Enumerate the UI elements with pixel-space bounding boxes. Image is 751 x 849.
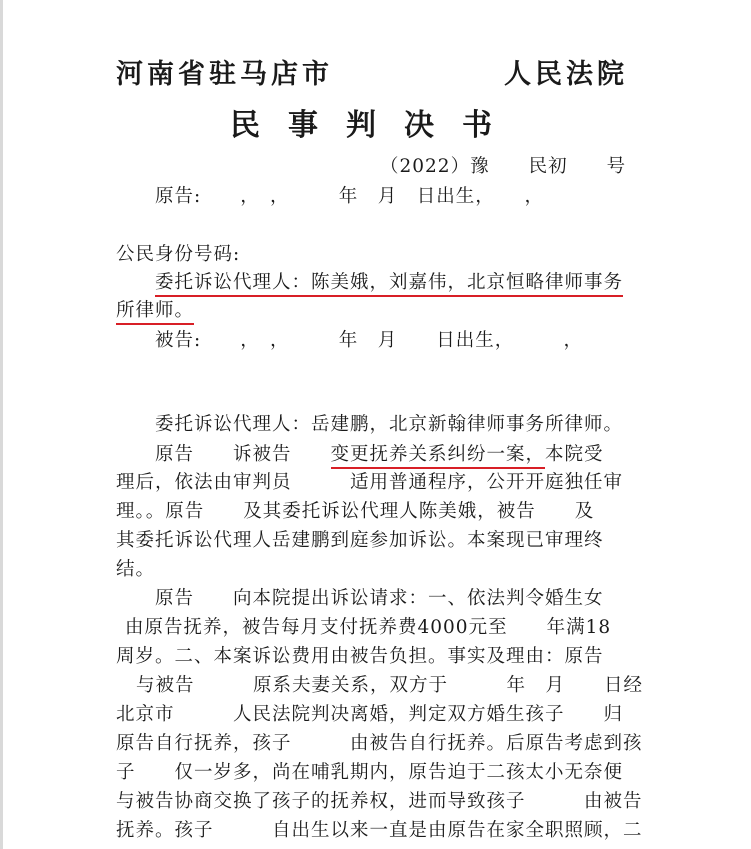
facts-line-6: 抚养。孩子 自出生以来一直是由原告在家全职照顾，二 — [116, 820, 643, 841]
defendant-agent-line: 委托诉讼代理人：岳建鹏，北京新翰律师事务所律师。 — [155, 414, 624, 435]
plaintiff-agent-line — [155, 268, 623, 294]
court-name-right: 人民法院 — [504, 59, 628, 90]
agent-underline-2: 所律师。 — [116, 300, 194, 325]
case-number: （2022）豫 民初 号 — [380, 156, 627, 177]
body-line-3: 其委托诉讼代理人岳建鹏到庭参加诉讼。本案现已审理终 — [116, 530, 604, 551]
facts-line-3: 原告自行抚养，孩子 由被告自行抚养。后原告考虑到孩 — [116, 733, 643, 754]
agent-underline: 委托诉讼代理人：陈美娥，刘嘉伟，北京恒略律师事务 — [155, 272, 623, 297]
document-title: 民事判决书 — [230, 108, 520, 143]
facts-line-2: 北京市 人民法院判决离婚，判定双方婚生孩子 归 — [116, 704, 624, 725]
claims-line-2: 由原告抚养，被告每月支付抚养费4000元至 年满18 — [125, 617, 612, 638]
id-number-label: 公民身份号码: — [116, 244, 241, 265]
body-line-4: 结。 — [116, 559, 156, 580]
case-intro-post: 本院受 — [545, 444, 604, 465]
claims-line-1: 原告 向本院提出诉讼请求：一、依法判令婚生女 — [155, 588, 604, 609]
facts-line-1: 与被告 原系夫妻关系，双方于 年 月 日经 — [136, 675, 644, 696]
plaintiff-line: 原告: ， ， 年 月 日出生， ， — [155, 186, 544, 207]
body-line-2: 理。。原告 及其委托诉讼代理人陈美娥，被告 及 — [116, 501, 595, 522]
court-name-left: 河南省驻马店市 — [116, 59, 333, 90]
case-intro-pre: 原告 诉被告 — [155, 444, 331, 465]
facts-line-4: 子 仅一岁多，尚在哺乳期内，原告迫于二孩太小无奈便 — [116, 762, 624, 783]
case-intro-line — [155, 440, 604, 466]
claims-line-3: 周岁。二、本案诉讼费用由被告负担。事实及理由：原告 — [116, 646, 604, 667]
case-type-underline: 变更抚养关系纠纷一案， — [331, 444, 546, 469]
body-line-1: 理后，依法由审判员 适用普通程序，公开开庭独任审 — [116, 472, 624, 493]
facts-line-5: 与被告协商交换了孩子的抚养权，进而导致孩子 由被告 — [116, 791, 643, 812]
defendant-line: 被告: ， ， 年 月 日出生， ， — [155, 330, 583, 351]
plaintiff-agent-line-cont — [116, 296, 194, 322]
page-edge — [0, 0, 3, 849]
